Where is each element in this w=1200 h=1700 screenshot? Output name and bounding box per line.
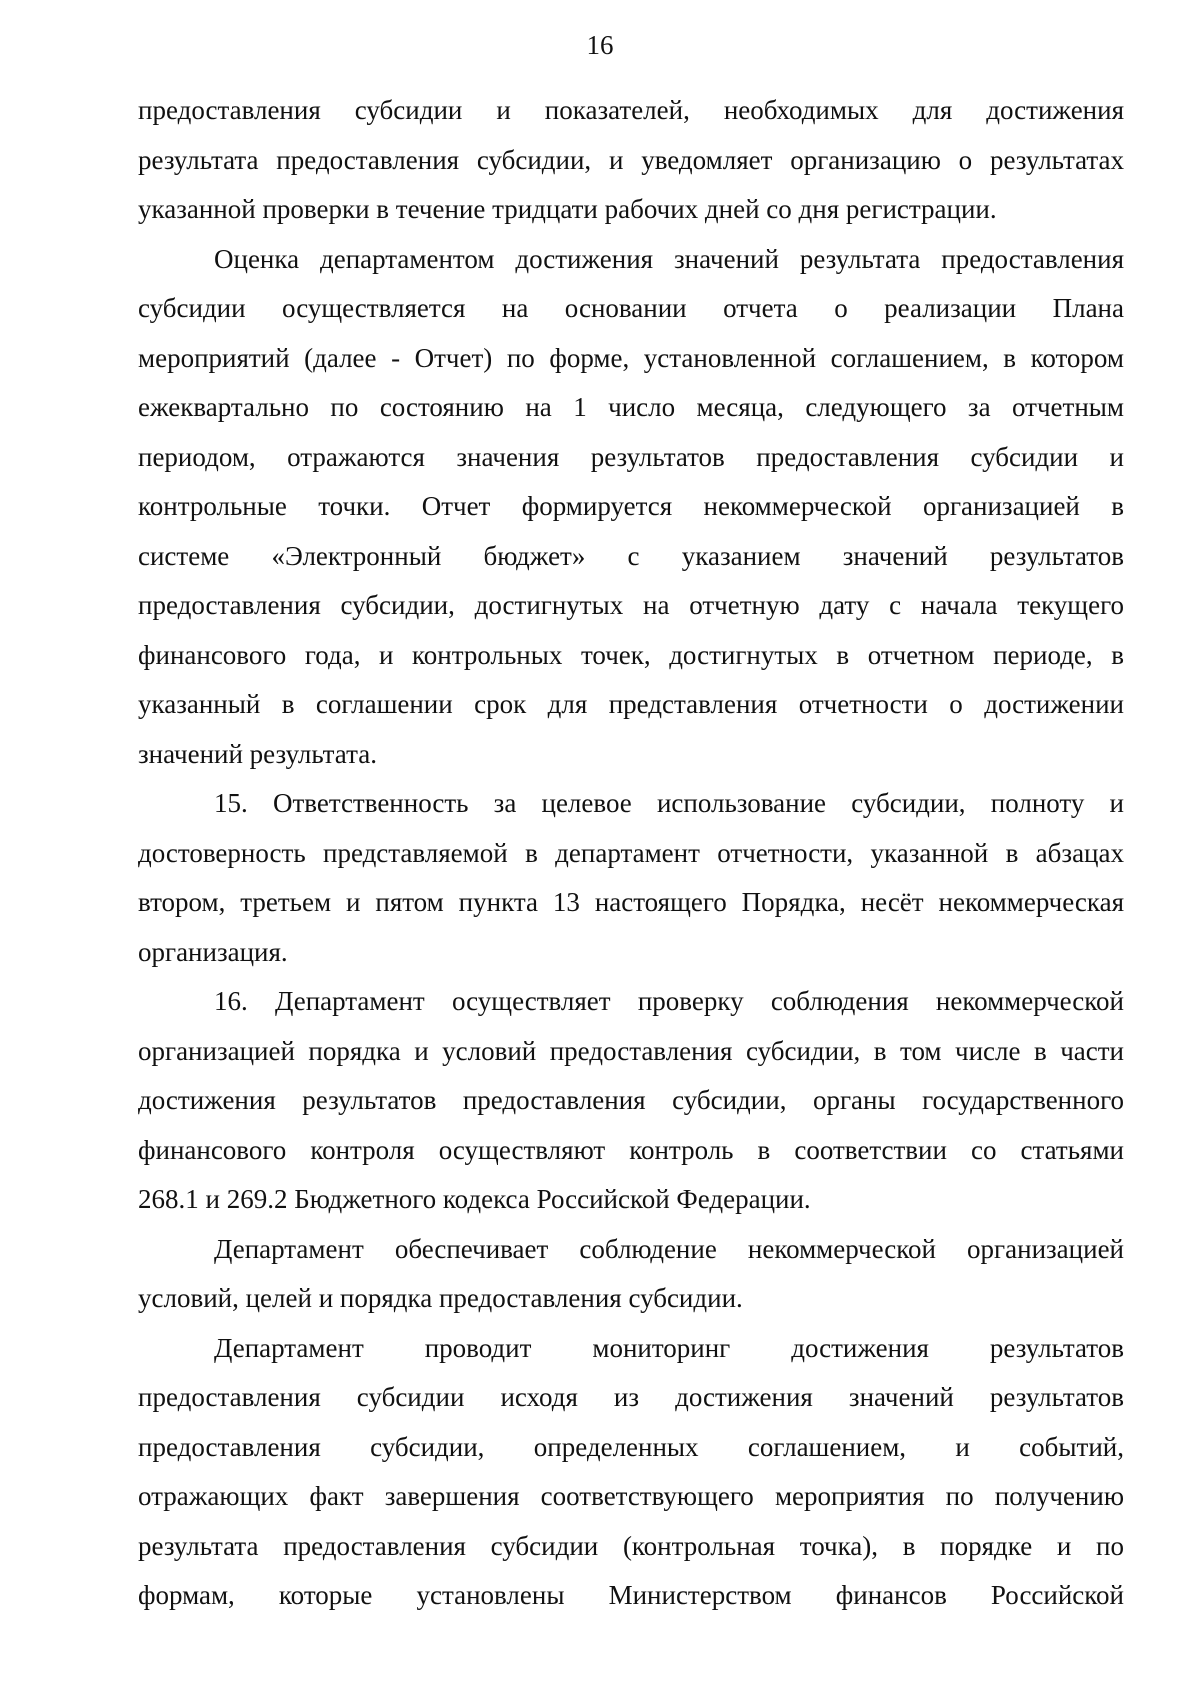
text-line: указанный в соглашении срок для представления отчетности о достижении [138, 689, 1124, 719]
text-line: мероприятий (далее - Отчет) по форме, установленной соглашением, в котором [138, 342, 1124, 373]
text-line: предоставления субсидии исходя из достижения значений результатов [138, 1382, 1124, 1412]
text-line: 16. Департамент осуществляет проверку соблюдения некоммерческой [214, 986, 1124, 1016]
text-line: Оценка департаментом достижения значений результата предоставления [214, 243, 1124, 274]
text-line: системе «Электронный бюджет» с указанием значений результатов [138, 540, 1124, 571]
text-line: финансового контроля осуществляют контроль в соответствии со статьями [138, 1134, 1124, 1165]
text-line: предоставления субсидии и показателей, необходимых для достижения [138, 95, 1124, 125]
text-line: организацией порядка и условий предоставления субсидии, в том числе в части [138, 1035, 1124, 1066]
text-line: финансового года, и контрольных точек, достигнутых в отчетном периоде, в [138, 639, 1124, 670]
text-line: организация. [138, 936, 288, 967]
text-line: результата предоставления субсидии, и уведомляет организацию о результатах [138, 144, 1124, 175]
text-line: Департамент проводит мониторинг достижения результатов [214, 1332, 1124, 1363]
text-line: предоставления субсидии, определенных соглашением, и событий, [138, 1431, 1124, 1462]
text-line: отражающих факт завершения соответствующего мероприятия по получению [138, 1481, 1124, 1511]
text-line: периодом, отражаются значения результатов предоставления субсидии и [138, 441, 1124, 472]
text-line: втором, третьем и пятом пункта 13 настоящего Порядка, несёт некоммерческая [138, 887, 1124, 917]
text-line: формам, которые установлены Министерством финансов Российской [138, 1580, 1124, 1610]
text-line: предоставления субсидии, достигнутых на отчетную дату с начала текущего [138, 590, 1124, 620]
text-line: ежеквартально по состоянию на 1 число месяца, следующего за отчетным [138, 392, 1124, 422]
text-line: указанной проверки в течение тридцати рабочих дней со дня регистрации. [138, 194, 997, 224]
text-line: значений результата. [138, 738, 377, 769]
text-line: 268.1 и 269.2 Бюджетного кодекса Российской Федерации. [138, 1184, 811, 1214]
text-line: достоверность представляемой в департамент отчетности, указанной в абзацах [138, 837, 1124, 868]
document-body [138, 86, 1124, 1621]
text-line: Департамент обеспечивает соблюдение некоммерческой организацией [214, 1233, 1124, 1264]
text-line: контрольные точки. Отчет формируется некоммерческой организацией в [138, 491, 1124, 521]
text-line: субсидии осуществляется на основании отчета о реализации Плана [138, 293, 1124, 323]
text-line: условий, целей и порядка предоставления субсидии. [138, 1283, 743, 1313]
text-line: результата предоставления субсидии (контрольная точка), в порядке и по [138, 1530, 1124, 1561]
text-line: достижения результатов предоставления субсидии, органы государственного [138, 1085, 1124, 1115]
page-number: 16 [586, 30, 614, 60]
text-line: 15. Ответственность за целевое использование субсидии, полноту и [214, 788, 1124, 818]
